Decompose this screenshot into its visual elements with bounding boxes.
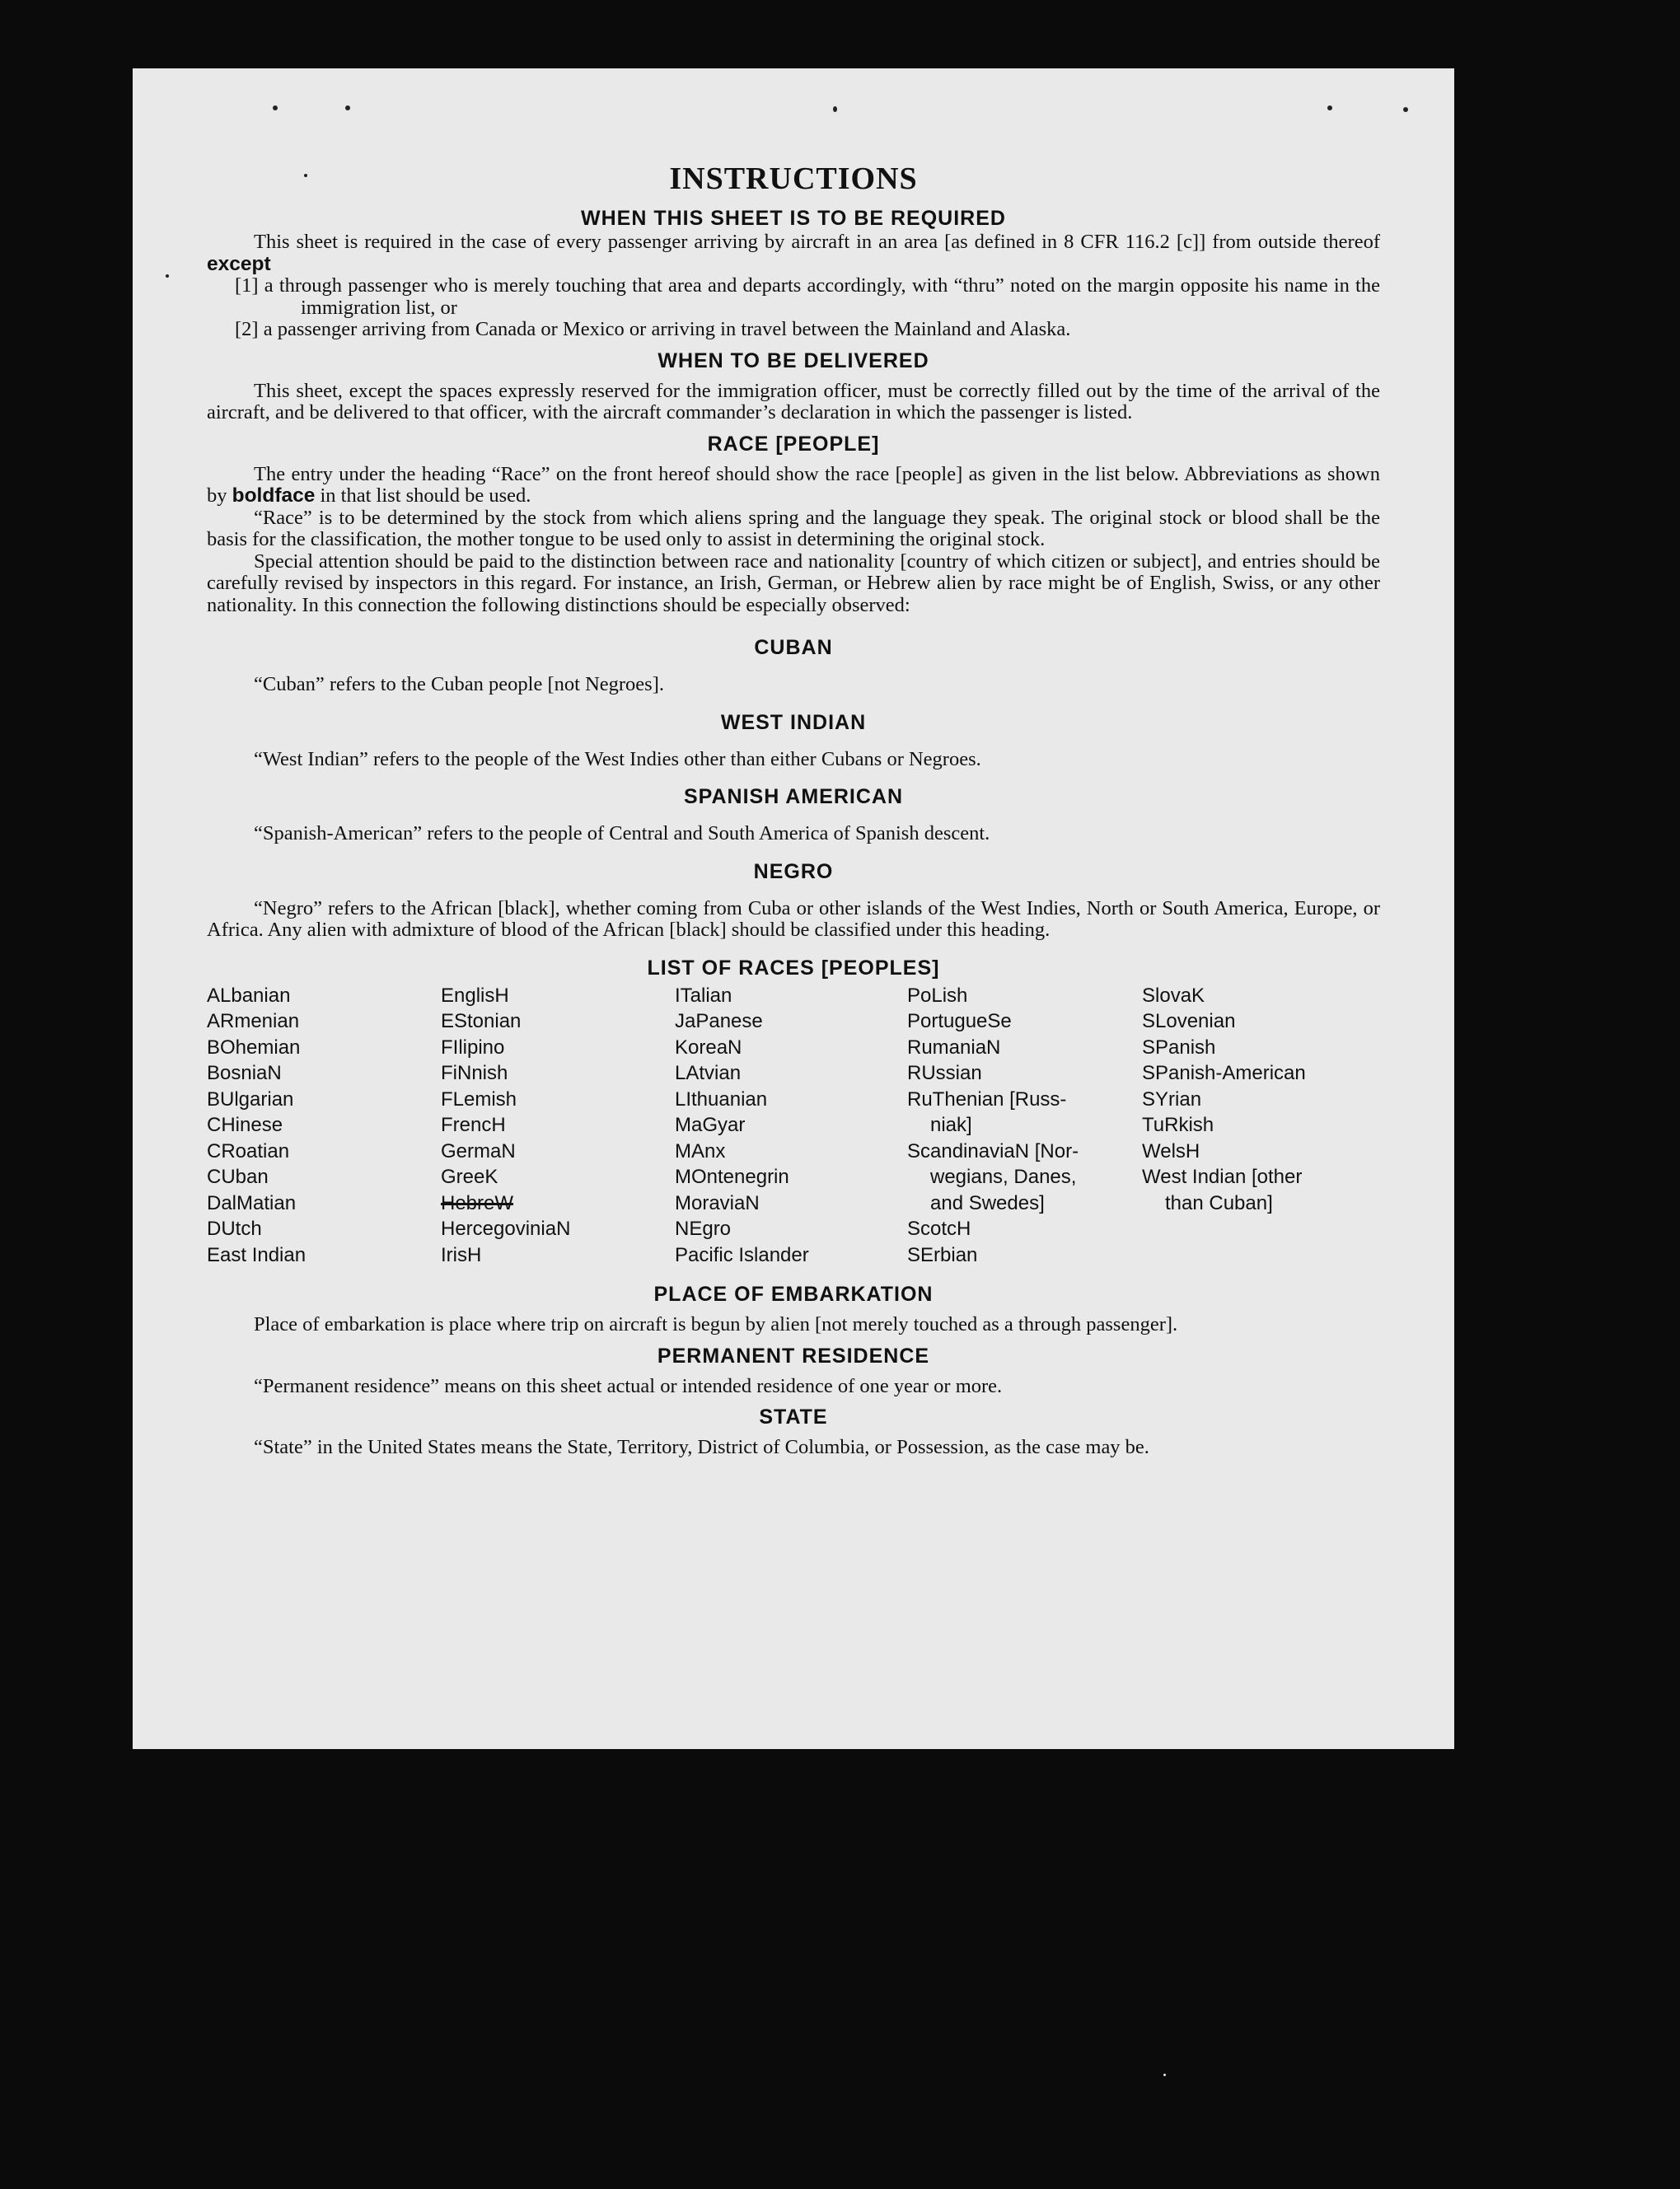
race-item: SLovenian (1142, 1010, 1236, 1032)
race-item: ScotcH (907, 1218, 971, 1240)
required-item-1: [1] a through passenger who is merely touching that area and departs accordingly, with “thru” noted on the margin opposite his name in the immigration list, or (235, 274, 1380, 319)
race-item: ALbanian (207, 984, 291, 1007)
race-item: CHinese (207, 1114, 283, 1136)
heading-state: STATE (759, 1406, 828, 1429)
scan-speck (1163, 2074, 1166, 2076)
race-item: BOhemian (207, 1036, 301, 1059)
race-item: GreeK (441, 1166, 498, 1188)
race-item: FiNnish (441, 1062, 508, 1084)
race-item: MOntenegrin (675, 1166, 789, 1188)
race-item: MoraviaN (675, 1191, 760, 1214)
race-paragraph-3: Special attention should be paid to the distinction between race and nationality [country of which citizen or subject], and entries should be carefully revised by inspectors in this regard. For instance, an Irish, German, or Hebrew alien by race might be of English, Swiss, or any other nationality. In this connection the following distinctions should be especially observed: (207, 550, 1380, 616)
embarkation-text: Place of embarkation is place where trip on aircraft is begun by alien [not merely touched as a through passenger]. (254, 1313, 1178, 1335)
race-item: HercegoviniaN (441, 1218, 571, 1240)
race-item: ARmenian (207, 1010, 300, 1032)
cuban-text: “Cuban” refers to the Cuban people [not Negroes]. (254, 673, 664, 695)
race-item-struck: HebreW (441, 1191, 514, 1214)
west-indian-text: “West Indian” refers to the people of the West Indies other than either Cubans or Negroes. (254, 747, 981, 770)
race-item-continued: niak] (930, 1114, 972, 1136)
race-p1-end: in that list should be used. (315, 484, 531, 507)
race-item: PoLish (907, 984, 968, 1007)
scan-speck (166, 274, 169, 278)
heading-list-of-races: LIST OF RACES [PEOPLES] (647, 956, 940, 980)
race-item: CRoatian (207, 1139, 290, 1162)
spanish-american-text: “Spanish-American” refers to the people of Central and South America of Spanish descent. (254, 822, 990, 844)
race-item: PortugueSe (907, 1010, 1012, 1032)
race-item: FLemish (441, 1087, 517, 1111)
race-item: RUssian (907, 1062, 982, 1084)
race-item: RumaniaN (907, 1036, 1001, 1059)
race-item: West Indian [other (1142, 1166, 1303, 1188)
negro-text: “Negro” refers to the African [black], whether coming from Cuba or other islands of the West Indies, North or South America, Europe, or Africa. Any alien with admixture of blood of the African [black] should be classified under this heading. (207, 896, 1380, 941)
race-item: DUtch (207, 1218, 262, 1240)
race-item: East Indian (207, 1243, 307, 1266)
heading-spanish-american: SPANISH AMERICAN (683, 785, 903, 808)
required-item-2: [2] a passenger arriving from Canada or Mexico or arriving in travel between the Mainland and Alaska. (235, 318, 1071, 340)
heading-when-delivered: WHEN TO BE DELIVERED (657, 348, 929, 372)
race-item: IrisH (441, 1243, 482, 1266)
race-item: RuThenian [Russ- (907, 1087, 1067, 1111)
page-title: INSTRUCTIONS (669, 161, 918, 196)
race-column-4 (907, 983, 1142, 1269)
residence-text: “Permanent residence” means on this sheet actual or intended residence of one year or more. (254, 1374, 1003, 1397)
race-item-continued: wegians, Danes, (930, 1166, 1077, 1188)
scan-speck (273, 105, 278, 110)
heading-west-indian: WEST INDIAN (720, 710, 867, 734)
race-item: SYrian (1142, 1087, 1202, 1111)
race-item: KoreaN (675, 1036, 742, 1059)
heading-negro: NEGRO (753, 859, 834, 883)
race-item: NEgro (675, 1218, 732, 1240)
race-item: ITalian (675, 984, 732, 1007)
race-column-5 (1142, 983, 1373, 1269)
scan-speck (1409, 105, 1412, 108)
race-paragraph-2: “Race” is to be determined by the stock from which aliens spring and the language they speak. The original stock or blood shall be the basis for the classification, the mother tongue to be used only to assist in determining the original stock. (207, 506, 1380, 550)
race-column-1 (207, 983, 441, 1269)
required-intro-text: This sheet is required in the case of every passenger arriving by aircraft in an area [as defined in 8 CFR 116.2 [c]] from outside thereof (254, 231, 1380, 253)
heading-cuban: CUBAN (754, 636, 833, 659)
heading-permanent-residence: PERMANENT RESIDENCE (657, 1344, 930, 1368)
heading-race: RACE [PEOPLE] (707, 432, 880, 456)
state-text: “State” in the United States means the State, Territory, District of Columbia, or Possession, as the case may be. (254, 1436, 1149, 1458)
race-item: EnglisH (441, 984, 509, 1007)
race-item-continued: than Cuban] (1165, 1191, 1273, 1214)
race-item: EStonian (441, 1010, 522, 1032)
race-item: TuRkish (1142, 1114, 1214, 1136)
heading-when-required: WHEN THIS SHEET IS TO BE REQUIRED (581, 207, 1006, 230)
race-item: CUban (207, 1166, 269, 1188)
race-item: MAnx (675, 1139, 726, 1162)
race-item: ScandinaviaN [Nor- (907, 1139, 1079, 1162)
race-item: BosniaN (207, 1062, 282, 1084)
race-item: SErbian (907, 1243, 978, 1266)
race-item: DalMatian (207, 1191, 297, 1214)
scan-speck (833, 106, 837, 112)
race-paragraph-1 (207, 464, 1380, 507)
instruction-sheet (133, 68, 1454, 1749)
scan-speck (304, 174, 307, 177)
race-item: JaPanese (675, 1010, 763, 1032)
race-p1-start: The entry under the heading “Race” on the front hereof should show the race [people] as given in the list below. Abbreviations as shown by (207, 462, 1380, 507)
delivered-text: This sheet, except the spaces expressly reserved for the immigration officer, must be correctly filled out by the time of the arrival of the aircraft, and be delivered to that officer, with the aircraft commander’s declaration in which the passenger is listed. (207, 379, 1380, 423)
race-item: LAtvian (675, 1062, 742, 1084)
race-item: WelsH (1142, 1139, 1200, 1162)
required-intro-except: except (207, 252, 271, 275)
race-item: FrencH (441, 1114, 506, 1136)
race-item-continued: and Swedes] (930, 1191, 1045, 1214)
race-item: GermaN (441, 1139, 516, 1162)
required-intro (207, 232, 1380, 275)
race-item: BUlgarian (207, 1087, 294, 1111)
heading-place-of-embarkation: PLACE OF EMBARKATION (653, 1283, 934, 1306)
race-item: FIlipino (441, 1036, 505, 1059)
race-p1-boldface: boldface (232, 484, 316, 507)
race-item: SPanish-American (1142, 1062, 1306, 1084)
scan-speck (1327, 105, 1332, 110)
race-list (207, 983, 1380, 1269)
race-item: MaGyar (675, 1114, 746, 1136)
scan-speck (345, 105, 350, 110)
scan-speck (1403, 107, 1408, 112)
race-item: SPanish (1142, 1036, 1216, 1059)
race-column-3 (675, 983, 907, 1269)
race-item: SlovaK (1142, 984, 1205, 1007)
race-item: Pacific Islander (675, 1243, 809, 1266)
race-column-2 (441, 983, 675, 1269)
race-item: LIthuanian (675, 1087, 768, 1111)
